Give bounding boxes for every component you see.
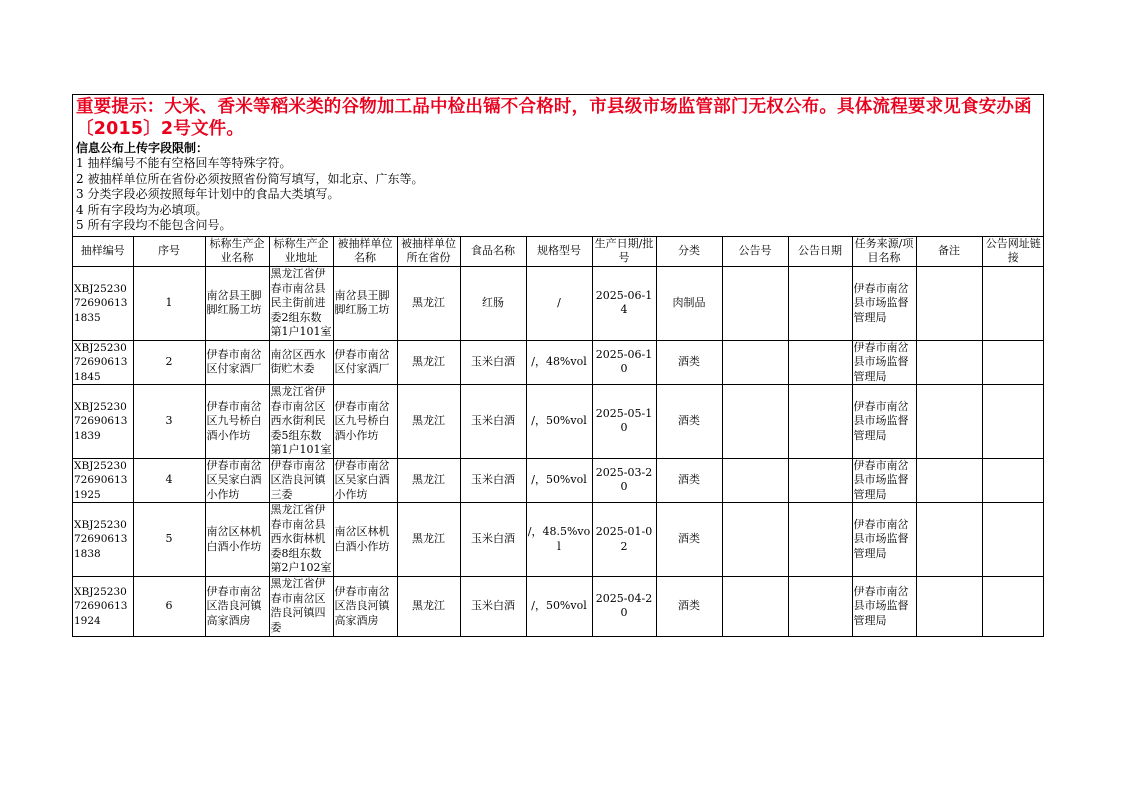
cell-food-name: 玉米白酒 (460, 458, 526, 503)
cell-spec: /，50%vol (526, 385, 592, 459)
rule-line: 3 分类字段必须按照每年计划中的食品大类填写。 (76, 187, 340, 201)
rule-line: 2 被抽样单位所在省份必须按照省份简写填写，如北京、广东等。 (76, 171, 424, 186)
table-row (73, 503, 1044, 577)
cell-notice-date (788, 577, 852, 636)
cell-producer-name: 伊春市南岔区吴家白酒小作坊 (205, 458, 269, 503)
cell-sampled-unit: 南岔区林机白酒小作坊 (333, 503, 397, 577)
header-producer-address: 标称生产企业地址 (269, 237, 333, 267)
cell-producer-address: 黑龙江省伊春市南岔区西水街利民委5组东数第1户101室 (270, 385, 332, 456)
cell-notice-date (788, 267, 852, 341)
cell-production-date: 2025-04-20 (592, 577, 656, 636)
cell-production-date: 2025-06-10 (592, 340, 656, 385)
cell-sampled-unit: 伊春市南岔区浩良河镇高家酒房 (333, 577, 397, 636)
cell-category: 酒类 (656, 458, 722, 503)
cell-producer-name: 南岔区林机白酒小作坊 (205, 503, 269, 577)
cell-producer-name: 南岔县王脚脚红肠工坊 (205, 267, 269, 341)
cell-notice-date (788, 458, 852, 503)
cell-sampled-unit: 南岔县王脚脚红肠工坊 (333, 267, 397, 341)
cell-spec: /，50%vol (526, 577, 592, 636)
cell-remark (916, 267, 982, 341)
table-row (73, 577, 1044, 636)
cell-producer-name: 伊春市南岔区九号桥白酒小作坊 (205, 385, 269, 459)
cell-province: 黑龙江 (397, 577, 460, 636)
cell-notice-number (722, 340, 788, 385)
cell-notice-number (722, 503, 788, 577)
cell-notice-link (982, 458, 1044, 503)
cell-sampled-unit: 伊春市南岔区付家酒厂 (333, 340, 397, 385)
cell-spec: /，50%vol (526, 458, 592, 503)
cell-spec: / (526, 267, 592, 341)
table-row (73, 458, 1044, 503)
cell-notice-number (722, 458, 788, 503)
header-province: 被抽样单位所在省份 (397, 237, 460, 267)
cell-task-source: 伊春市南岔县市场监督管理局 (852, 503, 916, 577)
header-spec: 规格型号 (526, 237, 592, 267)
cell-food-name: 红肠 (460, 267, 526, 341)
cell-sample-code: XBJ25230726906131838 (73, 503, 133, 577)
cell-seq: 2 (133, 340, 205, 385)
cell-notice-number (722, 267, 788, 341)
cell-notice-date (788, 385, 852, 459)
cell-notice-date (788, 503, 852, 577)
cell-province: 黑龙江 (397, 267, 460, 341)
cell-category: 酒类 (656, 577, 722, 636)
cell-producer-name: 伊春市南岔区浩良河镇高家酒房 (205, 577, 269, 636)
cell-task-source: 伊春市南岔县市场监督管理局 (852, 340, 916, 385)
cell-notice-number (722, 577, 788, 636)
header-producer-name: 标称生产企业名称 (205, 237, 269, 267)
cell-food-name: 玉米白酒 (460, 503, 526, 577)
cell-category: 酒类 (656, 340, 722, 385)
header-seq: 序号 (133, 237, 205, 267)
cell-remark (916, 503, 982, 577)
rule-line: 4 所有字段均为必填项。 (76, 202, 208, 217)
cell-category: 酒类 (656, 385, 722, 459)
spreadsheet-sheet (72, 94, 1044, 637)
header-sampled-unit: 被抽样单位名称 (333, 237, 397, 267)
cell-production-date: 2025-05-10 (592, 385, 656, 459)
header-notice-date: 公告日期 (788, 237, 852, 267)
cell-seq: 3 (133, 385, 205, 459)
cell-food-name: 玉米白酒 (460, 340, 526, 385)
table-row (73, 267, 1044, 341)
cell-notice-number (722, 385, 788, 459)
cell-category: 肉制品 (656, 267, 722, 341)
cell-production-date: 2025-03-20 (592, 458, 656, 503)
cell-task-source: 伊春市南岔县市场监督管理局 (852, 267, 916, 341)
sampling-results-table (73, 237, 1044, 636)
cell-producer-address: 黑龙江省伊春市南岔县西水街林机委8组东数第2户102室 (269, 503, 333, 577)
cell-category: 酒类 (656, 503, 722, 577)
header-sample-code: 抽样编号 (73, 237, 133, 267)
header-food-name: 食品名称 (460, 237, 526, 267)
cell-province: 黑龙江 (397, 503, 460, 577)
rule-line: 5 所有字段均不能包含问号。 (76, 218, 232, 232)
cell-seq: 1 (133, 267, 205, 341)
cell-producer-name: 伊春市南岔区付家酒厂 (205, 340, 269, 385)
cell-production-date: 2025-01-02 (592, 503, 656, 577)
table-header-row (73, 237, 1044, 267)
cell-producer-address: 黑龙江省伊春市南岔区浩良河镇四委 (269, 577, 333, 636)
restriction-heading: 信息公布上传字段限制： (76, 141, 209, 155)
cell-sample-code: XBJ25230726906131845 (73, 340, 133, 385)
cell-notice-link (982, 577, 1044, 636)
cell-remark (916, 385, 982, 459)
header-task-source: 任务来源/项目名称 (852, 237, 916, 267)
cell-sample-code: XBJ25230726906131839 (73, 385, 133, 459)
cell-producer-address: 黑龙江省伊春市南岔县民主街前进委2组东数第1户101室 (270, 267, 332, 338)
header-remark: 备注 (916, 237, 982, 267)
cell-sampled-unit: 伊春市南岔区吴家白酒小作坊 (333, 458, 397, 503)
cell-sampled-unit: 伊春市南岔区九号桥白酒小作坊 (333, 385, 397, 459)
table-row (73, 340, 1044, 385)
table-row (73, 385, 1044, 459)
cell-province: 黑龙江 (397, 385, 460, 459)
cell-task-source: 伊春市南岔县市场监督管理局 (852, 458, 916, 503)
cell-province: 黑龙江 (397, 458, 460, 503)
cell-food-name: 玉米白酒 (460, 577, 526, 636)
cell-task-source: 伊春市南岔县市场监督管理局 (852, 385, 916, 459)
cell-remark (916, 340, 982, 385)
rule-line: 1 抽样编号不能有空格回车等特殊字符。 (76, 156, 292, 170)
cell-province: 黑龙江 (397, 340, 460, 385)
cell-producer-address: 南岔区西水街贮木委 (269, 340, 333, 385)
cell-task-source: 伊春市南岔县市场监督管理局 (852, 577, 916, 636)
important-warning: 重要提示：大米、香米等稻米类的谷物加工品中检出镉不合格时，市县级市场监管部门无权公布。具体流程要求见食安办函〔2015〕2号文件。 (76, 97, 1032, 139)
cell-spec: /，48.5%vol (526, 503, 592, 577)
cell-seq: 6 (133, 577, 205, 636)
cell-sample-code: XBJ25230726906131925 (73, 458, 133, 503)
cell-notice-link (982, 503, 1044, 577)
cell-notice-link (982, 385, 1044, 459)
cell-sample-code: XBJ25230726906131924 (73, 577, 133, 636)
cell-producer-address: 伊春市南岔区浩良河镇三委 (269, 458, 333, 503)
header-production-date: 生产日期/批号 (592, 237, 656, 267)
cell-remark (916, 577, 982, 636)
notice-block (73, 95, 1043, 237)
cell-notice-link (982, 267, 1044, 341)
cell-seq: 4 (133, 458, 205, 503)
cell-remark (916, 458, 982, 503)
header-category: 分类 (656, 237, 722, 267)
header-notice-link: 公告网址链接 (982, 237, 1044, 267)
cell-sample-code: XBJ25230726906131835 (73, 267, 133, 341)
cell-food-name: 玉米白酒 (460, 385, 526, 459)
cell-seq: 5 (133, 503, 205, 577)
cell-notice-date (788, 340, 852, 385)
header-notice-number: 公告号 (722, 237, 788, 267)
cell-notice-link (982, 340, 1044, 385)
cell-production-date: 2025-06-14 (592, 267, 656, 341)
cell-spec: /，48%vol (526, 340, 592, 385)
